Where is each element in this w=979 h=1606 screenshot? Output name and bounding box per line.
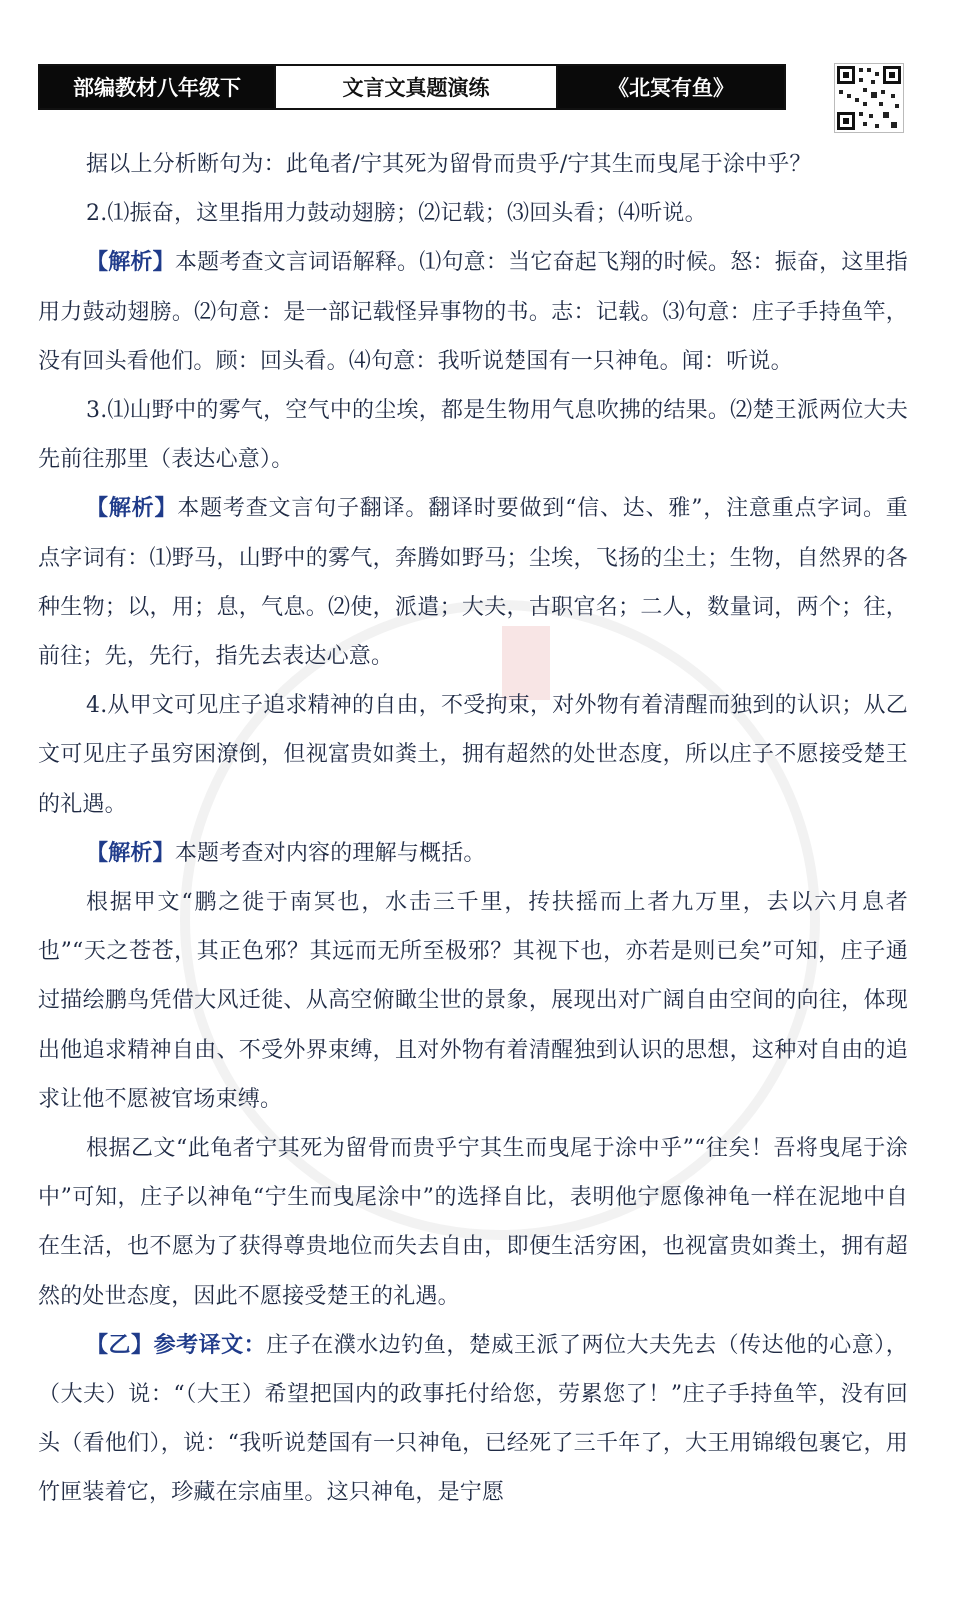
paragraph: 【解析】本题考查文言句子翻译。翻译时要做到“信、达、雅”，注意重点字词。重点字词有：⑴野马，山野中的雾气，奔腾如野马；尘埃，飞扬的尘土；生物，自然界的各种生物；以，用；息，气息。⑵使，派遣；大夫，古职官名；二人，数量词，两个；往，前往；先，先行，指先去表达心意。	[38, 495, 908, 670]
paragraph: 2.⑴振奋，这里指用力鼓动翅膀；⑵记载；⑶回头看；⑷听说。	[86, 201, 707, 227]
header-title: 《北冥有鱼》	[558, 66, 784, 108]
paragraph: 4.从甲文可见庄子追求精神的自由，不受拘束，对外物有着清醒而独到的认识；从乙文可见庄子虽穷困潦倒，但视富贵如粪土，拥有超然的处世态度，所以庄子不愿接受楚王的礼遇。	[38, 693, 908, 817]
qr-code-icon[interactable]	[834, 63, 904, 133]
analysis-tag: 【解析】	[86, 495, 178, 522]
paragraph: 3.⑴山野中的雾气，空气中的尘埃，都是生物用气息吹拂的结果。⑵楚王派两位大夫先前往那里（表达心意）。	[38, 398, 908, 473]
answer-content	[38, 140, 908, 1518]
paragraph: 【解析】本题考查对内容的理解与概括。	[86, 839, 486, 866]
header-grade: 部编教材八年级下	[40, 66, 274, 108]
paragraph: 根据乙文“此龟者宁其死为留骨而贵乎宁其生而曳尾于涂中乎”“往矣！吾将曳尾于涂中”可知，庄子以神龟“宁生而曳尾涂中”的选择自比，表明他宁愿像神龟一样在泥地中自在生活，也不愿为了获得尊贵地位而失去自由，即便生活穷困，也视富贵如粪土，拥有超然的处世态度，因此不愿接受楚王的礼遇。	[38, 1136, 909, 1309]
header-section: 文言文真题演练	[274, 66, 558, 108]
analysis-tag: 【解析】	[86, 839, 175, 866]
paragraph: 【乙】参考译文：庄子在濮水边钓鱼，楚威王派了两位大夫先去（传达他的心意），（大夫）说：“（大王）希望把国内的政事托付给您，劳累您了！”庄子手持鱼竿，没有回头（看他们），说：“我听说楚国有一只神龟，已经死了三千年了，大王用锦缎包裹它，用竹匣装着它，珍藏在宗庙里。这只神龟，是宁愿	[38, 1331, 908, 1506]
translation-tag: 【乙】参考译文：	[86, 1331, 267, 1358]
page-header	[38, 64, 786, 110]
analysis-tag: 【解析】	[86, 249, 175, 276]
paragraph: 据以上分析断句为：此龟者/宁其死为留骨而贵乎/宁其生而曳尾于涂中乎？	[86, 152, 812, 177]
paragraph: 根据甲文“鹏之徙于南冥也，水击三千里，抟扶摇而上者九万里，去以六月息者也”“天之苍苍，其正色邪？其远而无所至极邪？其视下也，亦若是则已矣”可知，庄子通过描绘鹏鸟凭借大风迁徙、从高空俯瞰尘世的景象，展现出对广阔自由空间的向往，体现出他追求精神自由、不受外界束缚，且对外物有着清醒独到认识的思想，这种对自由的追求让他不愿被官场束缚。	[38, 890, 908, 1112]
paragraph: 【解析】本题考查文言词语解释。⑴句意：当它奋起飞翔的时候。怒：振奋，这里指用力鼓动翅膀。⑵句意：是一部记载怪异事物的书。志：记载。⑶句意：庄子手持鱼竿，没有回头看他们。顾：回头看。⑷句意：我听说楚国有一只神龟。闻：听说。	[38, 249, 908, 374]
